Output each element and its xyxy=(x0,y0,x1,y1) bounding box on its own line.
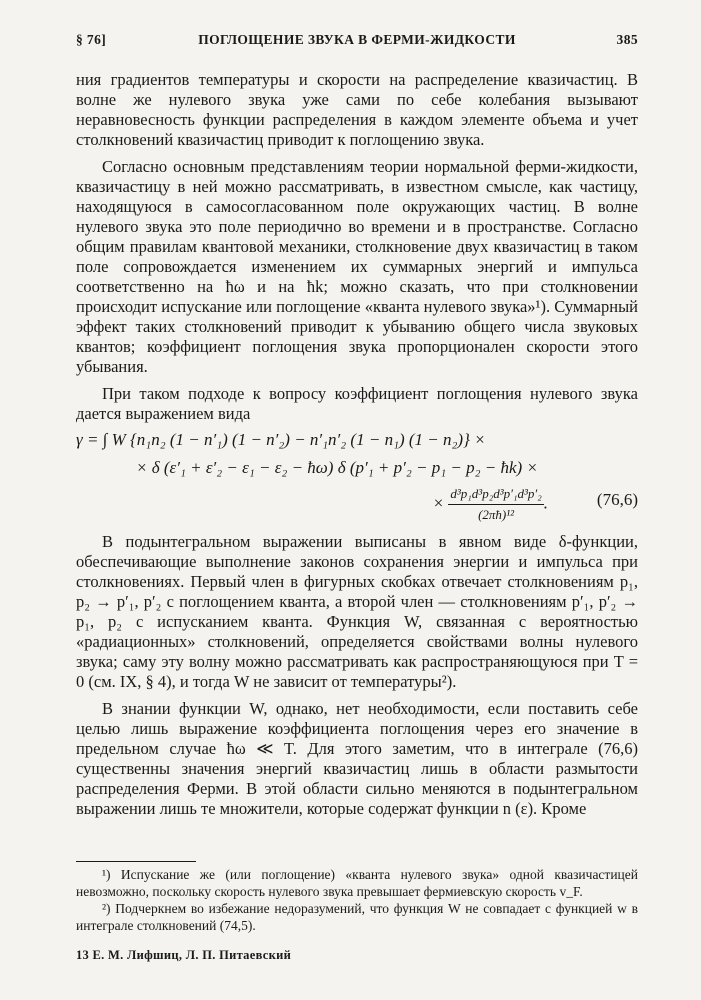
footnote-divider xyxy=(76,861,196,862)
section-number: § 76] xyxy=(76,32,107,47)
formula-line-2: × δ (ε′₁ + ε′₂ − ε₁ − ε₂ − ħω) δ (p′₁ + p′₂ − p₁ − p₂ − ħk) × xyxy=(136,458,538,477)
fraction-numerator: d³p₁d³p₂d³p′₁d³p′₂ xyxy=(448,484,543,505)
paragraph-4: В подынтегральном выражении выписаны в явном виде δ-функции, обеспечивающие выполнение законов сохранения энергии и импульса при столкновениях. Первый член в фигурных скобках отвечает столкновениям p₁, p₂ → p′₁, p′₂ с поглощением кванта, а второй член — столкновениям p′₁, p′₂ → p₁, p₂ с испусканием кванта. Функция W, связанная с вероятностью «радиационных» столкновений, определяется свойствами волны нулевого звука; саму эту волну можно рассматривать как распространяющуюся при T = 0 (см. IX, § 4), и тогда W не зависит от температуры²). xyxy=(76,532,638,691)
paragraph-2: Согласно основным представлениям теории нормальной ферми-жидкости, квазичастицу в ней можно рассматривать, в известном смысле, как частицу, находящуюся в самосогласованном поле окружающих частиц. В волне нулевого звука это поле периодично во времени и в пространстве. Согласно общим правилам квантовой механики, столкновение двух квазичастиц в таком поле сопровождается изменением их суммарных энергий и импульса соответственно на ħω и на ħk; можно сказать, что при столкновении происходит испускание или поглощение «кванта нулевого звука»¹). Суммарный эффект таких столкновений приводит к убыванию общего числа звуковых квантов; коэффициент поглощения звука пропорционален скорости этого убывания. xyxy=(76,157,638,376)
fraction-denominator: (2πħ)¹² xyxy=(478,507,515,522)
signature-line: 13 Е. М. Лифшиц, Л. П. Питаевский xyxy=(76,948,292,962)
equation-76-6 xyxy=(76,428,638,526)
main-text xyxy=(76,70,638,819)
page-number: 385 xyxy=(616,32,638,47)
footnote-1: ¹) Испускание же (или поглощение) «кванта нулевого звука» одной квазичастицей невозможно, поскольку скорость нулевого звука превышает фермиевскую скорость v_F. xyxy=(76,867,638,899)
formula-fraction xyxy=(448,484,543,525)
footnotes xyxy=(76,866,638,934)
running-title: ПОГЛОЩЕНИЕ ЗВУКА В ФЕРМИ-ЖИДКОСТИ xyxy=(198,32,516,47)
paragraph-3: При таком подходе к вопросу коэффициент поглощения нулевого звука дается выражением вида xyxy=(76,384,638,423)
footnote-2: ²) Подчеркнем во избежание недоразумений, что функция W не совпадает с функцией w в интеграле столкновений (74,5). xyxy=(76,901,638,933)
paragraph-1: ния градиентов температуры и скорости на распределение квазичастиц. В волне же нулевого звука уже сами по себе колебания вызывают неравновесность функции распределения в каждом элементе объема и учет столкновений квазичастиц приводит к поглощению звука. xyxy=(76,70,638,149)
paragraph-5: В знании функции W, однако, нет необходимости, если поставить себе целью лишь выражение коэффициента поглощения через его значение в предельном случае ħω ≪ T. Для этого заметим, что в интеграле (76,6) существенны значения энергий квазичастиц лишь в области размытости распределения Ферми. В этой области сильно меняются в подынтегральном выражении лишь те множители, которые содержат функции n (ε). Кроме xyxy=(76,699,638,818)
equation-number: (76,6) xyxy=(596,490,638,509)
formula-line-1: γ = ∫ W {n₁n₂ (1 − n′₁) (1 − n′₂) − n′₁n′₂ (1 − n₁) (1 − n₂)} × xyxy=(76,430,486,449)
formula-line-3: × $\frac{\text{d³p₁d³p₂d³p′₁d³p′₂}}{\text{(2πħ)¹²}}$ . xyxy=(433,484,548,525)
formula-line-3-prefix: × xyxy=(432,493,445,513)
running-header xyxy=(76,32,638,54)
